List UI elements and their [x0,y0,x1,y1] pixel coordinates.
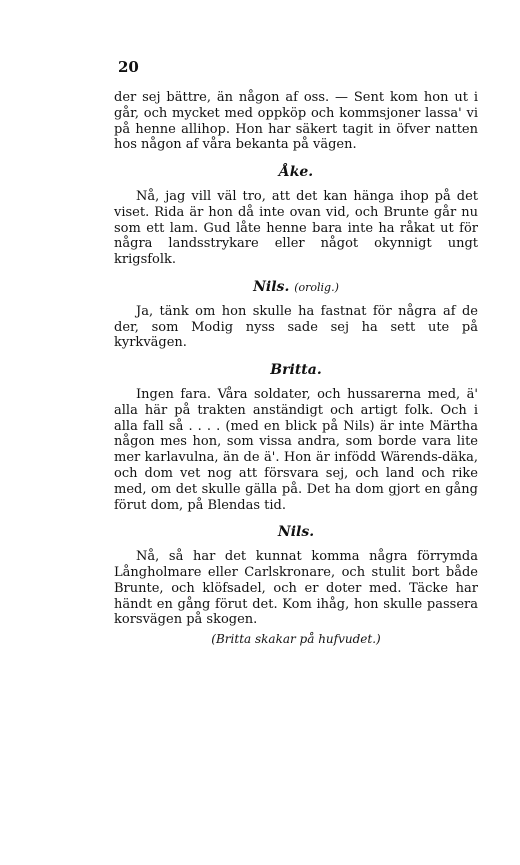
speaker-name [114,525,478,541]
speaker-name [114,165,478,181]
dialogue-paragraph: Ingen fara. Våra soldater, och hussarerna med, ä' alla här på trakten anständigt och artigt folk. Och i alla fall så . . . . (med en blick på Nils) är inte Märtha någon mes hon, som vissa andra, som borde vara lite mer karlavulna, än de ä'. Hon är infödd Wärends-däka, och dom vet nog att försvara sej, och land och rike med, om det skulle gälla på. Det ha dom gjort en gång förut dom, på Blendas tid. [114,386,478,513]
speaker-label: Nils. [253,278,290,295]
speaker-name [114,363,478,379]
dialogue-paragraph: der sej bättre, än någon af oss. — Sent kom hon ut i går, och mycket med oppköp och kommsjoner lassa' vi på henne allihop. Hon har säkert tagit in öfver natten hos någon af våra bekanta på vägen. [114,90,478,153]
dialogue-paragraph: Nå, så har det kunnat komma några förrymda Långholmare eller Carlskronare, och stulit bort både Brunte, och klöfsadel, och er doter med. Täcke har händt en gång förut det. Kom ihåg, hon skulle passera korsvägen på skogen. [114,549,478,628]
speaker-label: Åke. [278,164,314,181]
speaker-label: Nils. [277,524,315,541]
speaker-label: Britta. [270,362,322,379]
dialogue-paragraph: Ja, tänk om hon skulle ha fastnat för några af de der, som Modig nyss sade sej ha sett ute på kyrkvägen. [114,303,478,351]
stage-direction: (Britta skakar på hufvudet.) [211,632,381,647]
dialogue-paragraph: Nå, jag vill väl tro, att det kan hänga ihop på det viset. Rida är hon då inte ovan vid, och Brunte går nu som ett lam. Gud låte henne bara inte ha råkat ut för några landsstrykare eller något okynnigt ungt krigsfolk. [114,188,478,268]
stage-direction: (orolig.) [294,280,339,294]
page-number: 20 [118,58,139,76]
speaker-name [114,280,478,296]
page-text [114,90,478,648]
